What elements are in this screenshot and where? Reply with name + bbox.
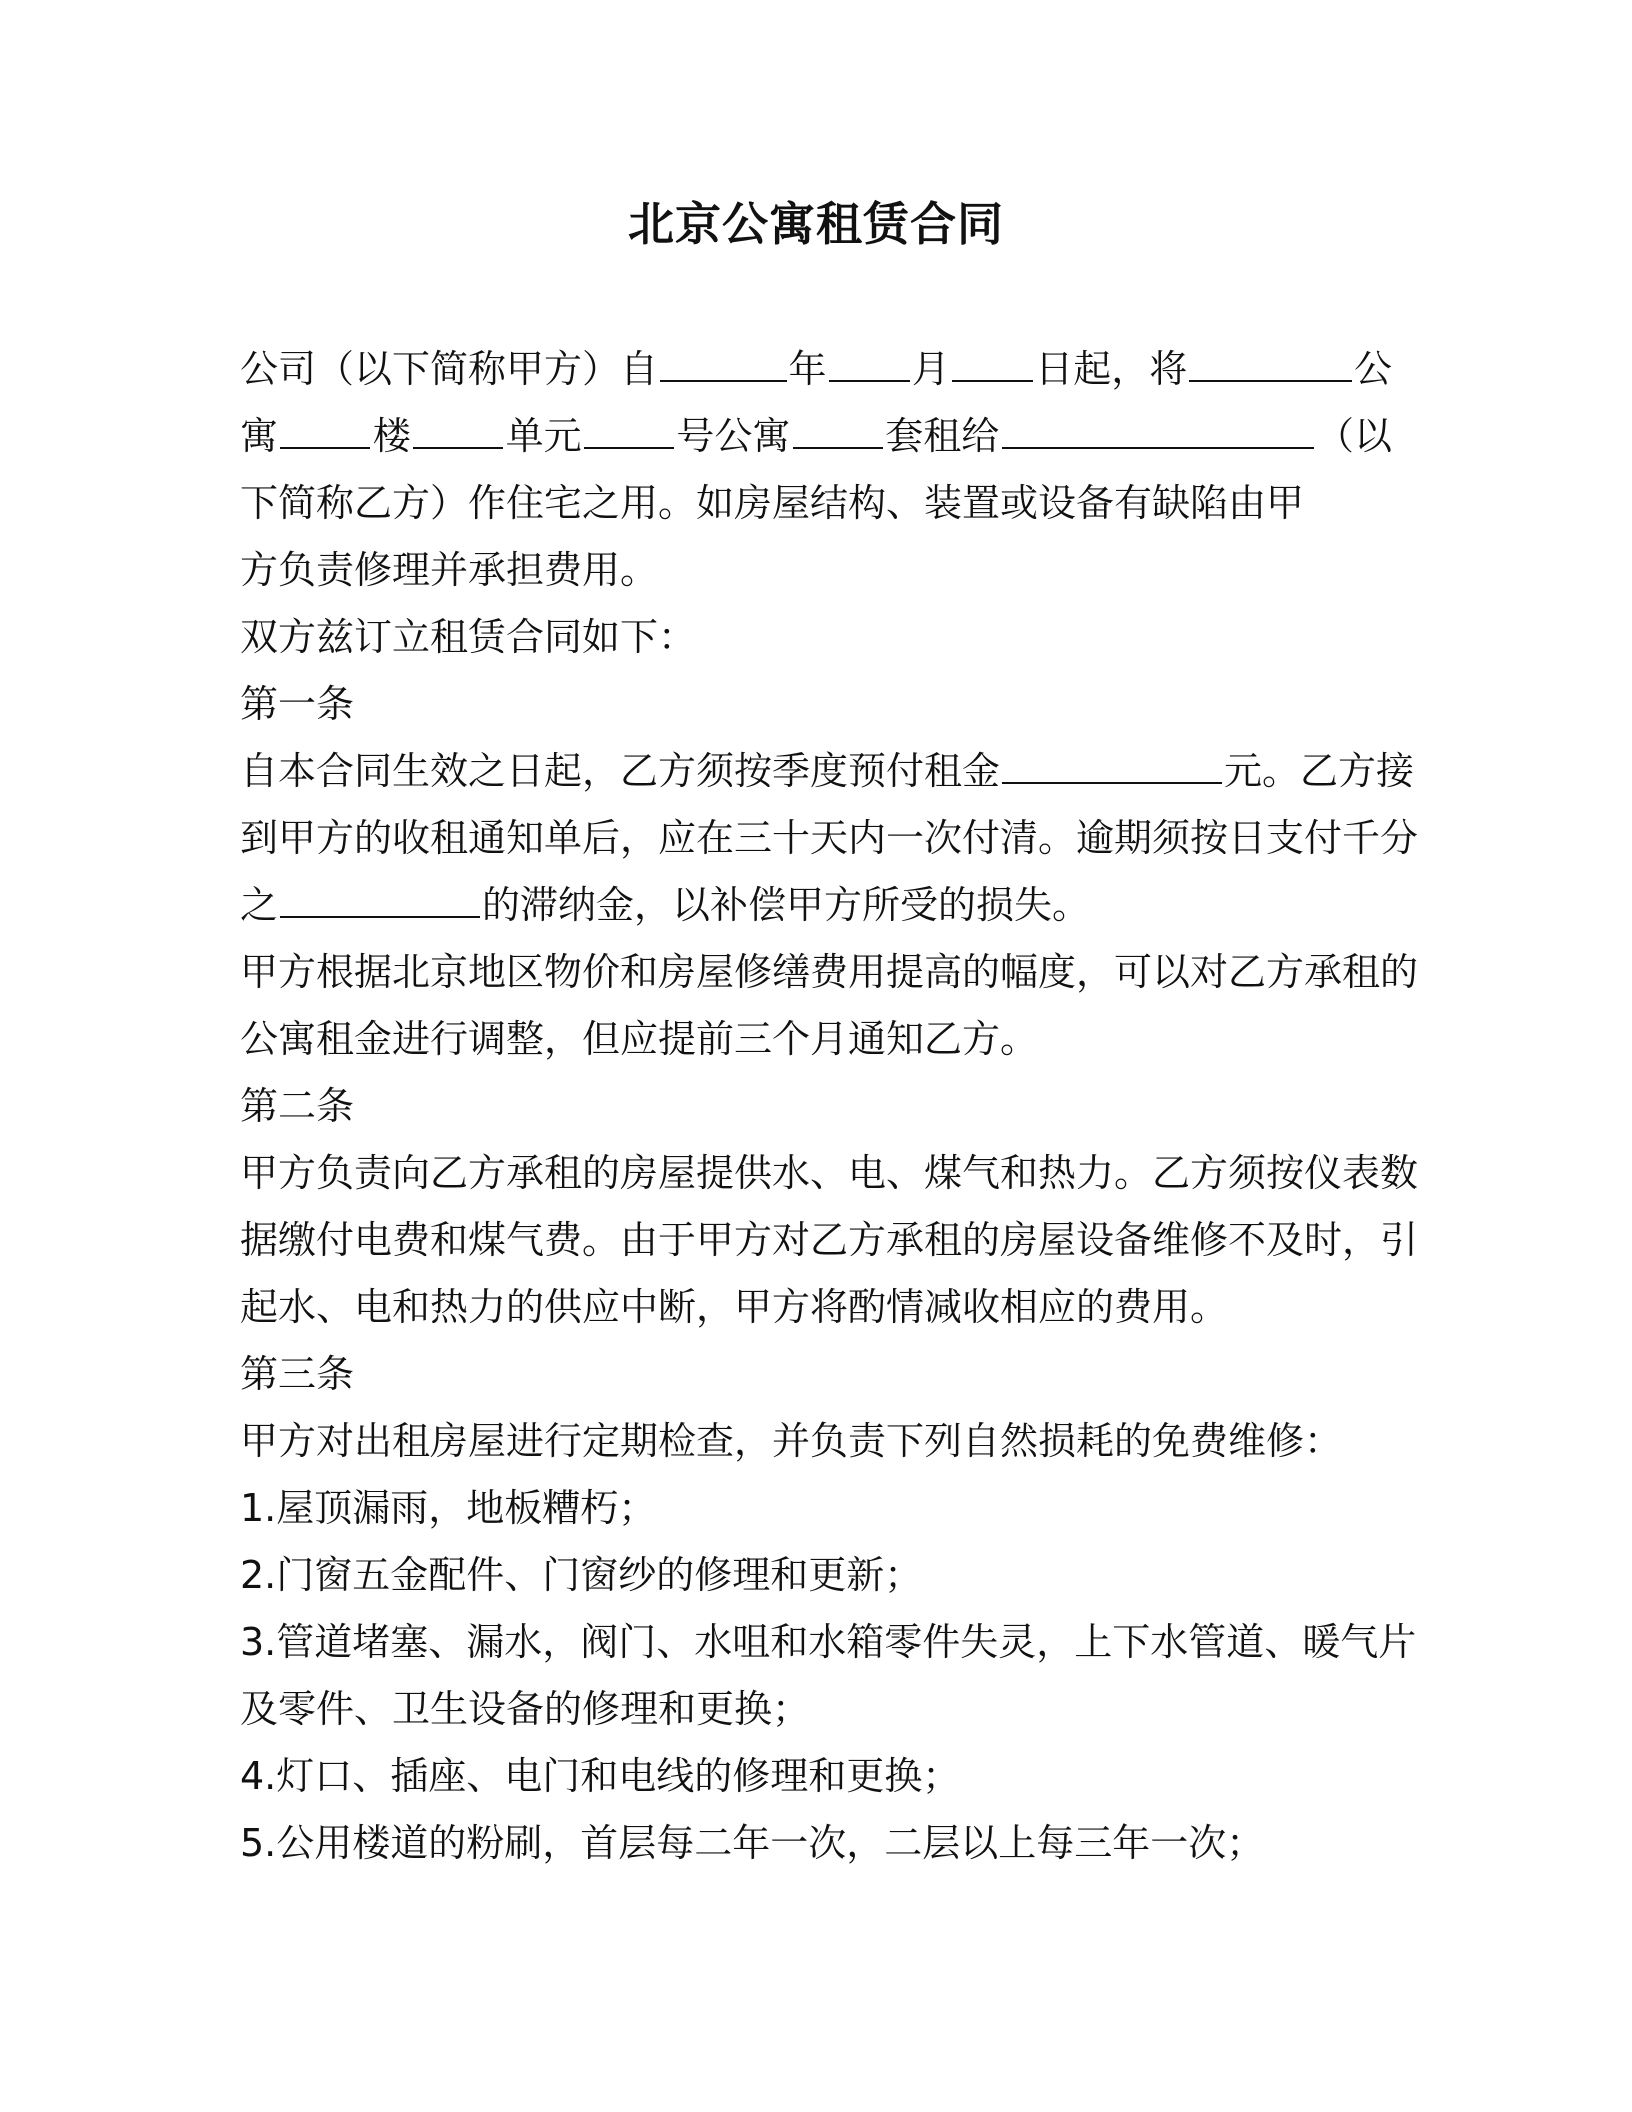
blank-number-field	[584, 407, 674, 449]
article-1-heading: 第一条	[240, 682, 355, 726]
text: 单元	[505, 414, 582, 458]
text: 楼	[372, 414, 411, 458]
blank-building-field	[280, 407, 370, 449]
intro-line-3: 下简称乙方）作住宅之用。如房屋结构、装置或设备有缺陷由甲	[240, 481, 1305, 525]
blank-late-fee-field	[280, 876, 480, 918]
blank-rent-amount-field	[1002, 742, 1222, 784]
blank-suite-field	[793, 407, 883, 449]
list-item-continuation: 及零件、卫生设备的修理和更换；	[240, 1687, 811, 1731]
article-2-line-2: 据缴付电费和煤气费。由于甲方对乙方承租的房屋设备维修不及时，引	[240, 1218, 1419, 1262]
text: 月	[911, 347, 950, 391]
article-2-line-1: 甲方负责向乙方承租的房屋提供水、电、煤气和热力。乙方须按仪表数	[240, 1151, 1419, 1195]
document-body	[240, 336, 1419, 1877]
list-item: 4.灯口、插座、电门和电线的修理和更换；	[240, 1754, 961, 1798]
article-1-line-2: 到甲方的收租通知单后，应在三十天内一次付清。逾期须按日支付千分	[240, 816, 1419, 860]
text: 自本合同生效之日起，乙方须按季度预付租金	[240, 749, 1001, 793]
text: 号公寓	[676, 414, 791, 458]
text: 元。乙方接	[1224, 749, 1415, 793]
text: 日起，将	[1035, 347, 1188, 391]
text: 年	[788, 347, 827, 391]
list-item: 1.屋顶漏雨，地板糟朽；	[240, 1486, 657, 1530]
article-3-heading: 第三条	[240, 1352, 355, 1396]
text: 套租给	[885, 414, 1000, 458]
intro-line-5: 双方兹订立租赁合同如下：	[240, 615, 697, 659]
article-1-line-1	[240, 738, 1415, 805]
text: 寓	[240, 414, 279, 458]
blank-day-field	[952, 340, 1033, 382]
intro-line-1	[240, 336, 1392, 403]
blank-tenant-field	[1002, 407, 1314, 449]
blank-apartment-name-field	[1189, 340, 1352, 382]
intro-line-2	[240, 403, 1392, 470]
article-1-line-5: 公寓租金进行调整，但应提前三个月通知乙方。	[240, 1017, 1039, 1061]
blank-year-field	[660, 340, 787, 382]
text: 之	[240, 883, 279, 927]
text: 的滞纳金，以补偿甲方所受的损失。	[482, 883, 1091, 927]
document-title: 北京公寓租赁合同	[628, 197, 1004, 251]
list-item: 3.管道堵塞、漏水，阀门、水咀和水箱零件失灵，上下水管道、暖气片	[240, 1620, 1417, 1664]
blank-month-field	[829, 340, 910, 382]
list-item: 2.门窗五金配件、门窗纱的修理和更新；	[240, 1553, 923, 1597]
list-item: 5.公用楼道的粉刷，首层每二年一次，二层以上每三年一次；	[240, 1821, 1265, 1865]
article-1-line-3	[240, 872, 1392, 939]
article-2-heading: 第二条	[240, 1084, 355, 1128]
article-2-line-3: 起水、电和热力的供应中断，甲方将酌情减收相应的费用。	[240, 1285, 1229, 1329]
blank-unit-field	[413, 407, 503, 449]
text: （以	[1315, 414, 1392, 458]
intro-line-4: 方负责修理并承担费用。	[240, 548, 659, 592]
text: 公司（以下简称甲方）自	[240, 347, 659, 391]
text: 公	[1353, 347, 1392, 391]
article-3-line-1: 甲方对出租房屋进行定期检查，并负责下列自然损耗的免费维修：	[240, 1419, 1343, 1463]
article-1-line-4: 甲方根据北京地区物价和房屋修缮费用提高的幅度，可以对乙方承租的	[240, 950, 1419, 994]
